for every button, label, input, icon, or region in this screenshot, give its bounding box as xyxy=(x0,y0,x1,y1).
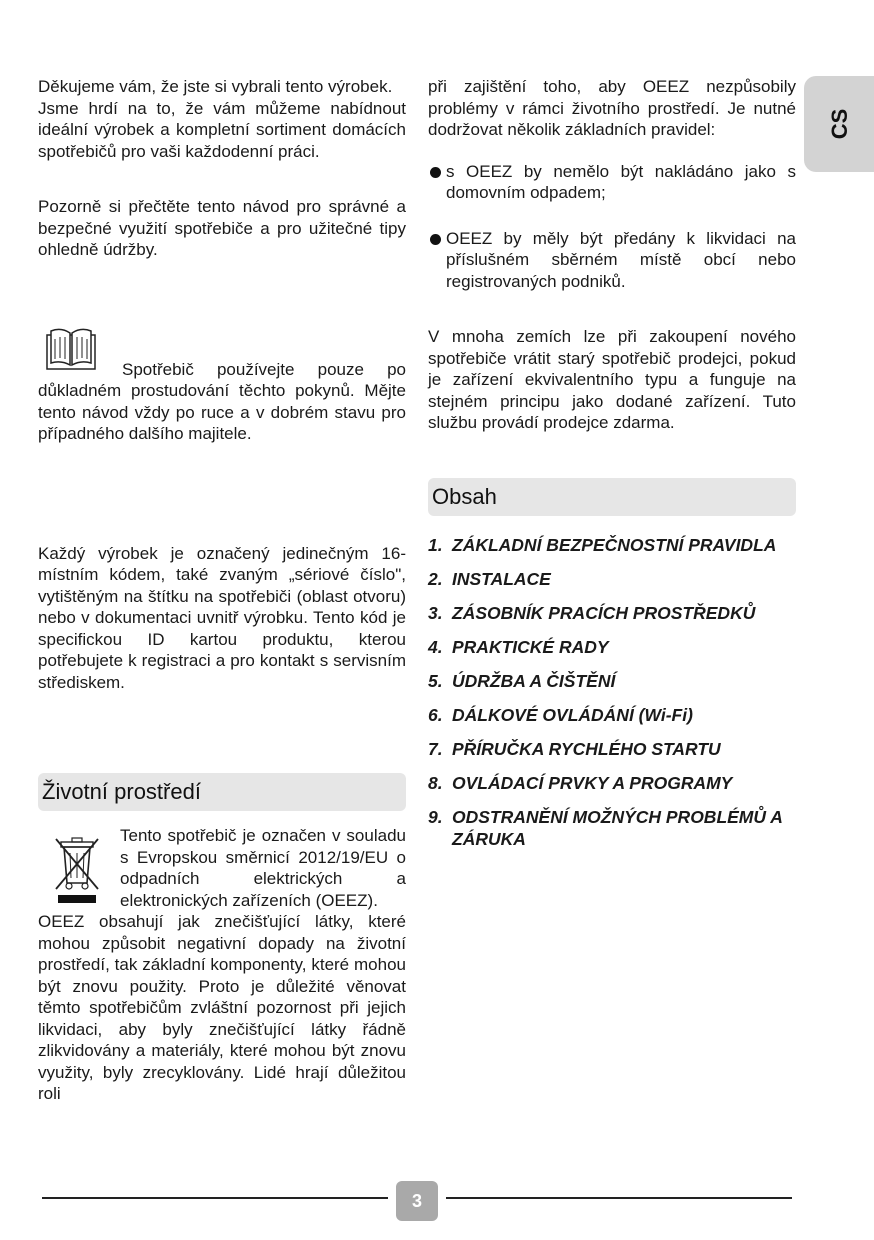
bullet-dot xyxy=(430,167,441,178)
oeez-paragraph: OEEZ obsahují jak znečišťující látky, které mohou způsobit negativní dopady na životní prostředí, tak základní komponenty, které mohou být znovu použity. Proto je důležité věnovat těmto spotřebičům zvláštní pozornost při jejich likvidaci, aby byly znečišťující látky řádně zlikvidovány a materiály, které mohou být znovu využity, byly zrecyklovány. Lidé hrají důležitou roli xyxy=(38,912,406,1103)
toc-item-label: INSTALACE xyxy=(452,568,551,589)
manual-note-paragraph: Spotřebič používejte pouze po důkladném prostudování těchto pokynů. Mějte tento návod vždy po ruce a v dobrém stavu pro případného dalšího majitele. xyxy=(38,359,406,443)
language-code: CS xyxy=(827,108,852,140)
toc-item[interactable]: 3. ZÁSOBNÍK PRACÍCH PROSTŘEDKŮ xyxy=(428,602,756,623)
bullet-item xyxy=(428,228,796,293)
serial-number-paragraph: Každý výrobek je označený jedinečným 16-místním kódem, také zvaným „sériové číslo", vytištěným na štítku na spotřebiči (oblast otvoru) nebo v dokumentaci uvnitř výrobku. Tento kód je specifickou ID kartou produktu, kterou potřebujete k registraci a pro kontakt s servisním střediskem. xyxy=(38,543,406,692)
crossed-bin-icon xyxy=(52,833,102,910)
bullet-text: s OEEZ by nemělo být nakládáno jako s domovním odpadem; xyxy=(446,161,796,202)
language-tab xyxy=(804,76,874,172)
toc-item[interactable]: 9. ODSTRANĚNÍ MOŽNÝCH PROBLÉMŮ A ZÁRUKA xyxy=(428,806,783,849)
weee-directive-paragraph: Tento spotřebič je označen v souladu s Evropskou směrnicí 2012/19/EU o odpadních elektrických a elektronických zařízeních (OEEZ). xyxy=(120,826,406,910)
footer-rule-left xyxy=(42,1197,388,1199)
toc-item-label: ZÁKLADNÍ BEZPEČNOSTNÍ PRAVIDLA xyxy=(452,534,777,555)
toc-item[interactable]: 1. ZÁKLADNÍ BEZPEČNOSTNÍ PRAVIDLA xyxy=(428,534,777,555)
toc-item[interactable]: 5. ÚDRŽBA A ČIŠTĚNÍ xyxy=(428,670,616,691)
environment-heading: Životní prostředí xyxy=(38,773,406,811)
toc-item[interactable]: 4. PRAKTICKÉ RADY xyxy=(428,636,609,657)
bullet-item xyxy=(428,161,796,204)
toc-item-label: ÚDRŽBA A ČIŠTĚNÍ xyxy=(452,670,616,691)
recycle-paragraph: V mnoha zemích lze při zakoupení nového spotřebiče vrátit starý spotřebič prodejci, pokud je zařízení ekvivalentního typu a funguje na stejném principu jako dodané zařízení. Tuto službu provádí prodejce zdarma. xyxy=(428,327,796,432)
right-column xyxy=(428,76,796,862)
manual-note-block xyxy=(38,331,406,445)
toc-item[interactable]: 2. INSTALACE xyxy=(428,568,551,589)
toc-item-label: PŘÍRUČKA RYCHLÉHO STARTU xyxy=(452,738,721,759)
page-number: 3 xyxy=(396,1181,438,1221)
continuation-paragraph: při zajištění toho, aby OEEZ nezpůsobily problémy v rámci životního prostředí. Je nutné dodržovat několik základních pravidel: xyxy=(428,77,796,139)
weee-block xyxy=(38,825,406,911)
bullet-dot xyxy=(430,234,441,245)
toc-item-label: PRAKTICKÉ RADY xyxy=(452,636,609,657)
toc-item[interactable]: 8. OVLÁDACÍ PRVKY A PROGRAMY xyxy=(428,772,733,793)
left-column xyxy=(38,76,406,1105)
book-icon xyxy=(46,327,96,376)
toc-item-label: ZÁSOBNÍK PRACÍCH PROSTŘEDKŮ xyxy=(452,602,756,623)
table-of-contents xyxy=(428,534,796,850)
toc-item[interactable]: 7. PŘÍRUČKA RYCHLÉHO STARTU xyxy=(428,738,721,759)
toc-item-label: ODSTRANĚNÍ MOŽNÝCH PROBLÉMŮ A ZÁRUKA xyxy=(452,806,783,849)
read-carefully-paragraph: Pozorně si přečtěte tento návod pro správné a bezpečné využití spotřebiče a pro užitečné tipy ohledně údržby. xyxy=(38,197,406,259)
footer-rule-right xyxy=(446,1197,792,1199)
intro-paragraph: Děkujeme vám, že jste si vybrali tento výrobek. Jsme hrdí na to, že vám můžeme nabídnout ideální výrobek a kompletní sortiment domácích spotřebičů pro vaši každodenní práci. xyxy=(38,77,406,161)
bullet-text: OEEZ by měly být předány k likvidaci na příslušném sběrném místě obcí nebo registrovaných podniků. xyxy=(446,228,796,291)
toc-item[interactable]: 6. DÁLKOVÉ OVLÁDÁNÍ (Wi-Fi) xyxy=(428,704,693,725)
toc-item-label: OVLÁDACÍ PRVKY A PROGRAMY xyxy=(452,772,733,793)
toc-item-label: DÁLKOVÉ OVLÁDÁNÍ (Wi-Fi) xyxy=(452,704,693,725)
contents-heading: Obsah xyxy=(428,478,796,516)
